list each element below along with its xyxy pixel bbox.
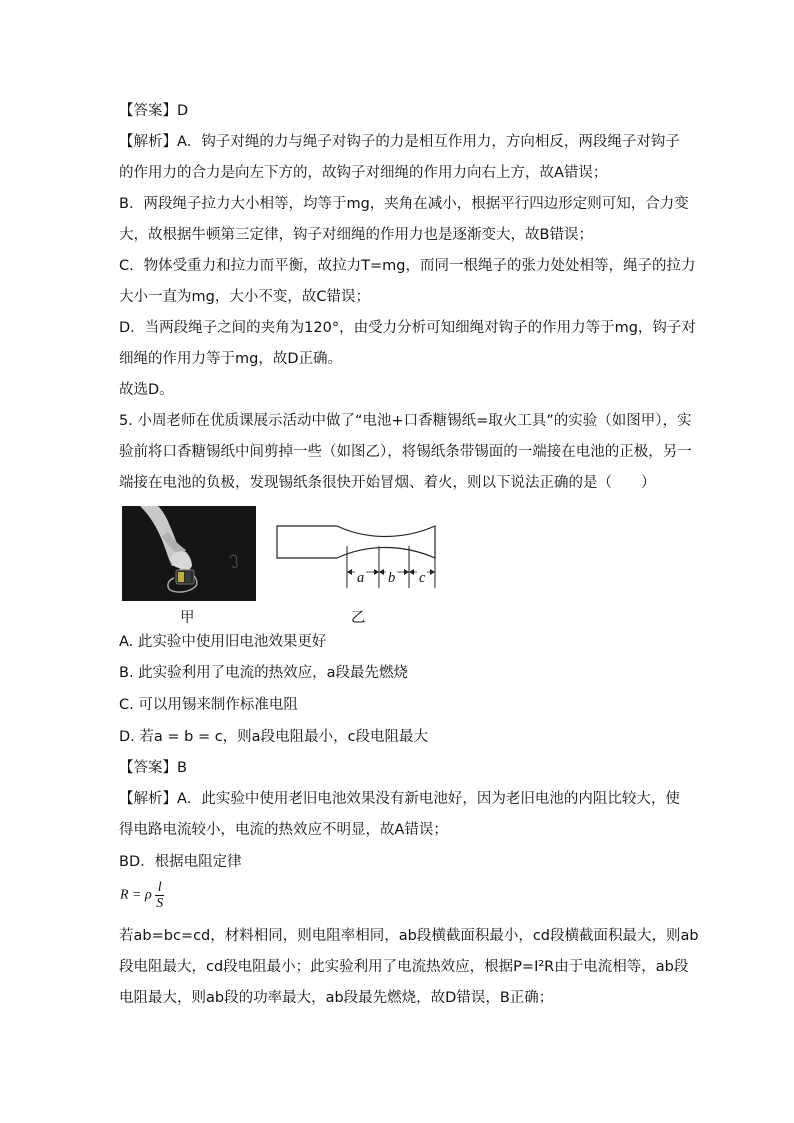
experiment-photo [122, 506, 256, 601]
label-c: c [419, 570, 426, 586]
option-c: C. 可以用锡来制作标准电阻 [119, 697, 298, 713]
analysis-line: 得电路电流较小，电流的热效应不明显，故A错误； [119, 822, 448, 838]
analysis-line: 段电阻最大，cd段电阻最小；此实验利用了电流热效应，根据P=I²R由于电流相等，ab段 [119, 959, 689, 975]
formula-lhs: R = ρ [120, 887, 152, 903]
question-line: 验前将口香糖锡纸中间剪掉一些（如图乙），将锡纸条带锡面的一端接在电池的正极，另一 [119, 444, 692, 460]
question-line: 端接在电池的负极，发现锡纸条很快开始冒烟、着火，则以下说法正确的是（ ） [119, 475, 656, 491]
figure-caption-yi: 乙 [351, 610, 366, 626]
option-b: B. 此实验利用了电流的热效应，a段最先燃烧 [119, 665, 409, 681]
analysis-line: 大，故根据牛顿第三定律，钩子对细绳的作用力也是逐渐变大，故B错误； [119, 227, 593, 243]
figure-caption-jia: 甲 [180, 610, 195, 626]
formula-denominator: S [156, 896, 164, 911]
analysis-line: 细绳的作用力等于mg，故D正确。 [119, 351, 342, 367]
label-b: b [388, 570, 396, 586]
analysis-line: BD．根据电阻定律 [119, 854, 242, 870]
formula-numerator: l [155, 880, 164, 896]
hand-battery-image [122, 506, 256, 601]
question-line: 5. 小周老师在优质课展示活动中做了“电池+口香糖锡纸=取火工具”的实验（如图甲），实 [119, 413, 692, 429]
analysis-line: C．物体受重力和拉力而平衡，故拉力T=mg，而同一根绳子的张力处处相等，绳子的拉力 [119, 258, 696, 274]
conclusion-line: 故选D。 [119, 382, 174, 398]
option-d: D. 若a = b = c，则a段电阻最小，c段电阻最大 [119, 729, 429, 745]
formula-fraction [155, 880, 164, 911]
option-a: A. 此实验中使用旧电池效果更好 [119, 634, 327, 650]
tin-foil-strip-diagram [275, 520, 445, 600]
analysis-line: 的作用力的合力是向左下方的，故钩子对细绳的作用力向右上方，故A错误； [119, 165, 608, 181]
analysis-line: 【解析】A．钩子对绳的力与绳子对钩子的力是相互作用力，方向相反，两段绳子对钩子 [119, 134, 680, 150]
analysis-line: B．两段绳子拉力大小相等，均等于mg，夹角在减小，根据平行四边形定则可知，合力变 [119, 196, 689, 212]
resistance-formula [120, 880, 164, 911]
analysis-line: 【解析】A．此实验中使用老旧电池效果没有新电池好，因为老旧电池的内阻比较大，使 [119, 791, 680, 807]
analysis-line: 大小一直为mg，大小不变，故C错误； [119, 289, 370, 305]
label-a: a [357, 570, 365, 586]
answer-line: 【答案】D [119, 103, 189, 119]
analysis-line: D．当两段绳子之间的夹角为120°，由受力分析可知细绳对钩子的作用力等于mg，钩子对 [119, 320, 696, 336]
answer-line: 【答案】B [119, 760, 187, 776]
analysis-line: 电阻最大，则ab段的功率最大，ab段最先燃烧，故D错误，B正确； [119, 990, 554, 1006]
analysis-line: 若ab=bc=cd，材料相同，则电阻率相同，ab段横截面积最小，cd段横截面积最大，则ab [119, 928, 699, 944]
